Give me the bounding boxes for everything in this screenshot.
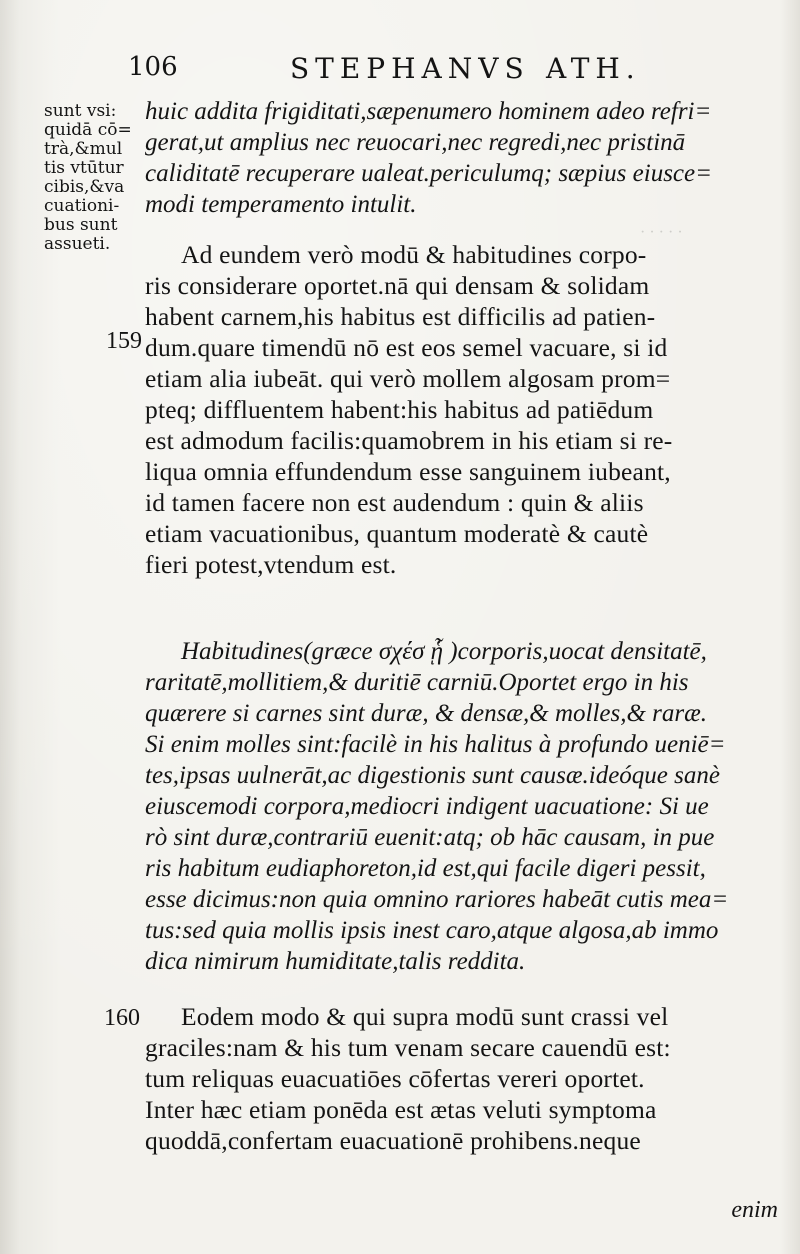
text-line: Inter hæc etiam ponēda est ætas veluti symptoma (145, 1095, 657, 1124)
text-line: esse dicimus:non quia omnino rariores habeāt cutis mea= (145, 886, 729, 913)
text-line: raritatē,mollitiem,& duritiē carniū.Oportet ergo in his (145, 669, 689, 696)
text-line: tus:sed quia mollis ipsis inest caro,atque algosa,ab immo (145, 917, 719, 944)
text-line: pteq; diffluentem habent:his habitus ad patiēdum (145, 395, 654, 424)
text-line: caliditatē recuperare ualeat.periculumq; sæpius eiusce= (145, 160, 712, 187)
margin-note-line: cibis,&va (44, 177, 125, 197)
text-line: est admodum facilis:quamobrem in his etiam si re- (145, 426, 673, 455)
text-line: rò sint duræ,contrariū euenit:atq; ob hāc causam, in pue (145, 824, 715, 851)
text-line: fieri potest,vtendum est. (145, 550, 397, 579)
margin-note-line: quidā cō= (44, 120, 132, 140)
italic-paragraph (145, 96, 785, 220)
text-line: etiam vacuationibus, quantum moderatè & cautè (145, 519, 649, 548)
text-line: Si enim molles sint:facilè in his halitus à profundo ueniē= (145, 731, 726, 758)
page-number: 106 (128, 52, 178, 82)
text-line: ris habitum eudiaphoreton,id est,qui facile digeri pessit, (145, 855, 706, 882)
text-line: dica nimirum humiditate,talis reddita. (145, 948, 526, 975)
bleed-through-text: · · · · · (640, 224, 683, 241)
text-line: liqua omnia effundendum esse sanguinem iubeant, (145, 457, 671, 486)
margin-note-line: cuationi- (44, 196, 120, 216)
margin-note-line: trà,&mul (44, 139, 123, 159)
section-number: 159 (106, 328, 142, 354)
section-number: 160 (104, 1005, 140, 1031)
text-line: Eodem modo & qui supra modū sunt crassi vel (181, 1002, 669, 1031)
running-head (128, 52, 648, 92)
margin-note-line: tis vtūtur (44, 158, 124, 178)
text-line: habent carnem,his habitus est difficilis ad patien- (145, 302, 656, 331)
text-line: ris considerare oportet.nā qui densam & solidam (145, 271, 650, 300)
text-line: quoddā,confertam euacuationē prohibens.neque (145, 1126, 641, 1155)
text-line: graciles:nam & his tum venam secare cauendū est: (145, 1033, 671, 1062)
margin-note-line: assueti. (44, 234, 111, 254)
italic-commentary (145, 636, 785, 977)
catchword: enim (731, 1197, 778, 1223)
text-line: etiam alia iubeāt. qui verò mollem algosam prom= (145, 364, 671, 393)
margin-note (44, 102, 144, 254)
running-title-abbrev: ATH. (546, 52, 641, 85)
text-line: eiuscemodi corpora,mediocri indigent uacuatione: Si ue (145, 793, 709, 820)
text-line: dum.quare timendū nō est eos semel vacuare, si id (145, 333, 668, 362)
text-line: modi temperamento intulit. (145, 191, 417, 218)
text-line: huic addita frigiditati,sæpenumero hominem adeo refri= (145, 98, 712, 125)
text-line: tum reliquas euacuatiōes cōfertas vereri oportet. (145, 1064, 645, 1093)
margin-note-line: sunt vsi: (44, 101, 117, 121)
text-line: quærere si carnes sint duræ, & densæ,& molles,& raræ. (145, 700, 708, 727)
margin-note-line: bus sunt (44, 215, 118, 235)
roman-paragraph (145, 1001, 785, 1156)
running-title: STEPHANVS (290, 52, 530, 85)
text-line: Habitudines(græce σχέσ ᾗ )corporis,uocat densitatē, (181, 638, 707, 665)
text-line: id tamen facere non est audendum : quin & aliis (145, 488, 644, 517)
roman-paragraph (145, 239, 785, 580)
text-line: tes,ipsas uulnerāt,ac digestionis sunt causæ.ideóque sanè (145, 762, 720, 789)
text-line: Ad eundem verò modū & habitudines corpo- (181, 240, 647, 269)
text-line: gerat,ut amplius nec reuocari,nec regredi,nec pristinā (145, 129, 686, 156)
